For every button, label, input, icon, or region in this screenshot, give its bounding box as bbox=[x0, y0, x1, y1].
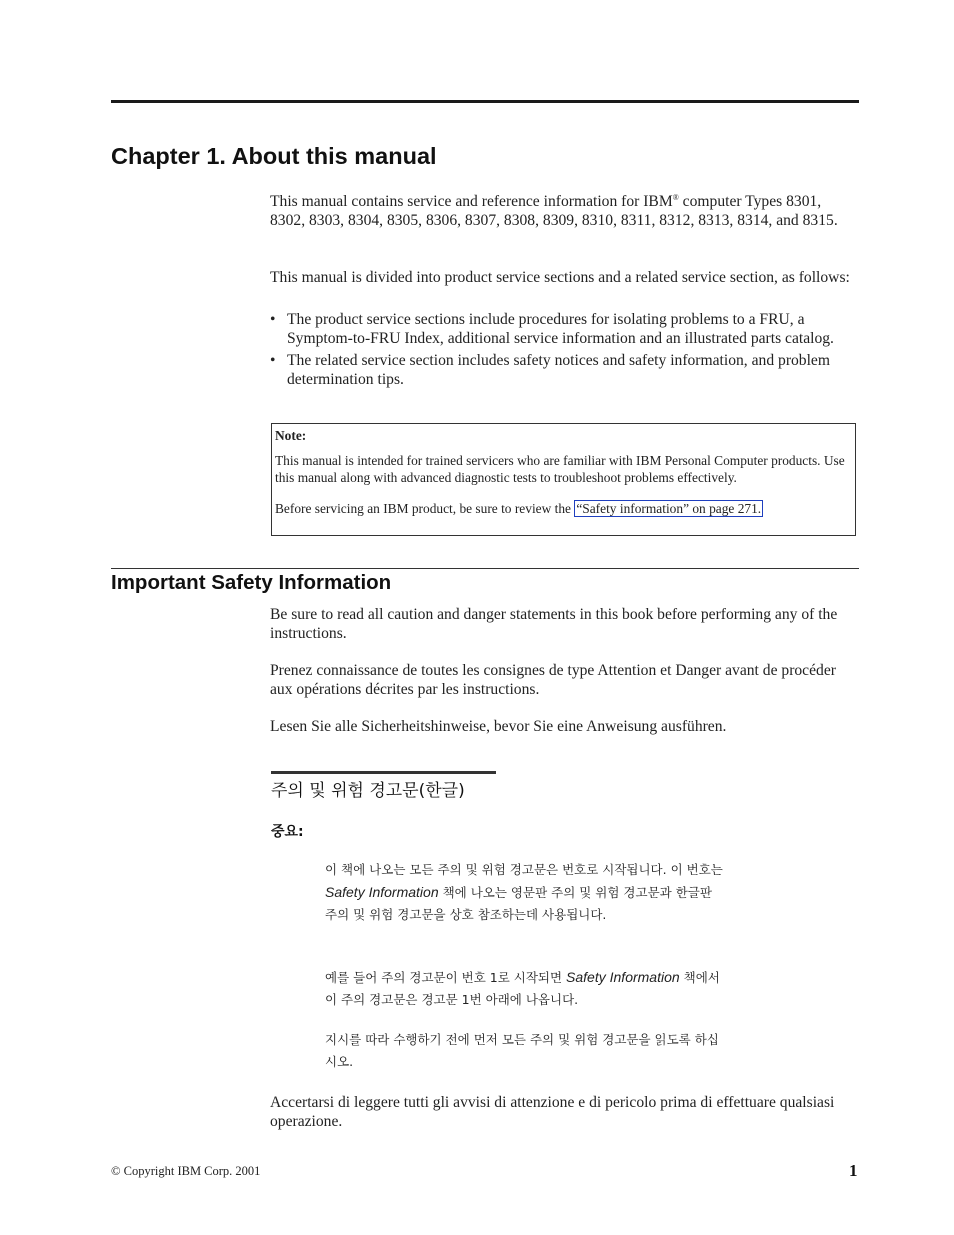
divided-text: This manual is divided into product service sections and a related service section, as follows: bbox=[270, 269, 850, 286]
korean-heading-rule bbox=[271, 771, 496, 774]
divided-paragraph bbox=[270, 269, 860, 288]
korean-p1-end: 책에 나오는 영문판 주의 및 위험 경고문과 한글판 주의 및 위험 경고문을 상호 참조하는데 사용됩니다. bbox=[325, 885, 712, 922]
list-item-text: The product service sections include procedures for isolating problems to a FRU, a Symptom-to-FRU Index, additional service information and an illustrated parts catalog. bbox=[287, 311, 834, 347]
safety-information-link[interactable]: “Safety information” on page 271. bbox=[576, 501, 762, 516]
intro-paragraph bbox=[270, 193, 860, 230]
list-item bbox=[270, 352, 860, 389]
note-text: This manual is intended for trained servicers who are familiar with IBM Personal Computer products. Use this manual along with advanced diagnostic tests to troubleshoot problems effectively. bbox=[275, 453, 845, 485]
french-paragraph bbox=[270, 662, 860, 699]
korean-p2-start: 예를 들어 주의 경고문이 번호 1로 시작되면 bbox=[325, 970, 567, 985]
chapter-top-rule bbox=[111, 100, 859, 103]
korean-paragraph-2 bbox=[325, 966, 725, 1011]
section-rule bbox=[111, 568, 859, 569]
note-title: Note: bbox=[275, 428, 307, 443]
page-number: 1 bbox=[849, 1161, 858, 1180]
list-item bbox=[270, 311, 860, 348]
note-review-prefix: Before servicing an IBM product, be sure to review the bbox=[275, 501, 575, 516]
registered-mark: ® bbox=[672, 192, 679, 202]
korean-subheading: 중요: bbox=[271, 824, 304, 840]
bullet-icon: • bbox=[270, 311, 276, 328]
english-paragraph bbox=[270, 606, 860, 643]
note-box bbox=[271, 423, 856, 536]
korean-p3-text: 지시를 따라 수행하기 전에 먼저 모든 주의 및 위험 경고문을 읽도록 하십시오. bbox=[325, 1032, 719, 1069]
english-text: Be sure to read all caution and danger statements in this book before performing any of the instructions. bbox=[270, 606, 838, 642]
italian-paragraph bbox=[270, 1094, 860, 1131]
section-title: Important Safety Information bbox=[111, 571, 392, 594]
note-review bbox=[275, 500, 852, 517]
korean-p1-start: 이 책에 나오는 모든 주의 및 위험 경고문은 번호로 시작됩니다. 이 번호는 bbox=[325, 862, 723, 877]
korean-p2-end: 책에서 이 주의 경고문은 경고문 1번 아래에 나옵니다. bbox=[325, 970, 720, 1007]
korean-paragraph-1 bbox=[325, 859, 725, 926]
italian-text: Accertarsi di leggere tutti gli avvisi di attenzione e di pericolo prima di effettuare qualsiasi operazione. bbox=[270, 1094, 835, 1130]
bullet-icon: • bbox=[270, 352, 276, 370]
list-item-text: The related service section includes safety notices and safety information, and problem determination tips. bbox=[287, 352, 830, 388]
chapter-title: Chapter 1. About this manual bbox=[111, 143, 437, 169]
korean-p2-emphasis: Safety Information bbox=[566, 969, 680, 985]
intro-text-start: This manual contains service and reference information for IBM bbox=[270, 193, 673, 210]
german-text: Lesen Sie alle Sicherheitshinweise, bevor Sie eine Anweisung ausführen. bbox=[270, 718, 727, 735]
german-paragraph bbox=[270, 718, 860, 737]
sections-list bbox=[270, 311, 860, 393]
korean-p1-emphasis: Safety Information bbox=[325, 884, 439, 900]
intro-text-end: computer Types 8301, 8302, 8303, 8304, 8305, 8306, 8307, 8308, 8309, 8310, 8311, 8312, 8313, 8314, and 8315. bbox=[270, 193, 838, 229]
korean-paragraph-3 bbox=[325, 1029, 725, 1073]
french-text: Prenez connaissance de toutes les consignes de type Attention et Danger avant de procéder aux opérations décrites par les instructions. bbox=[270, 662, 836, 698]
copyright-footer: © Copyright IBM Corp. 2001 bbox=[111, 1164, 261, 1178]
korean-heading: 주의 및 위험 경고문(한글) bbox=[271, 781, 465, 801]
